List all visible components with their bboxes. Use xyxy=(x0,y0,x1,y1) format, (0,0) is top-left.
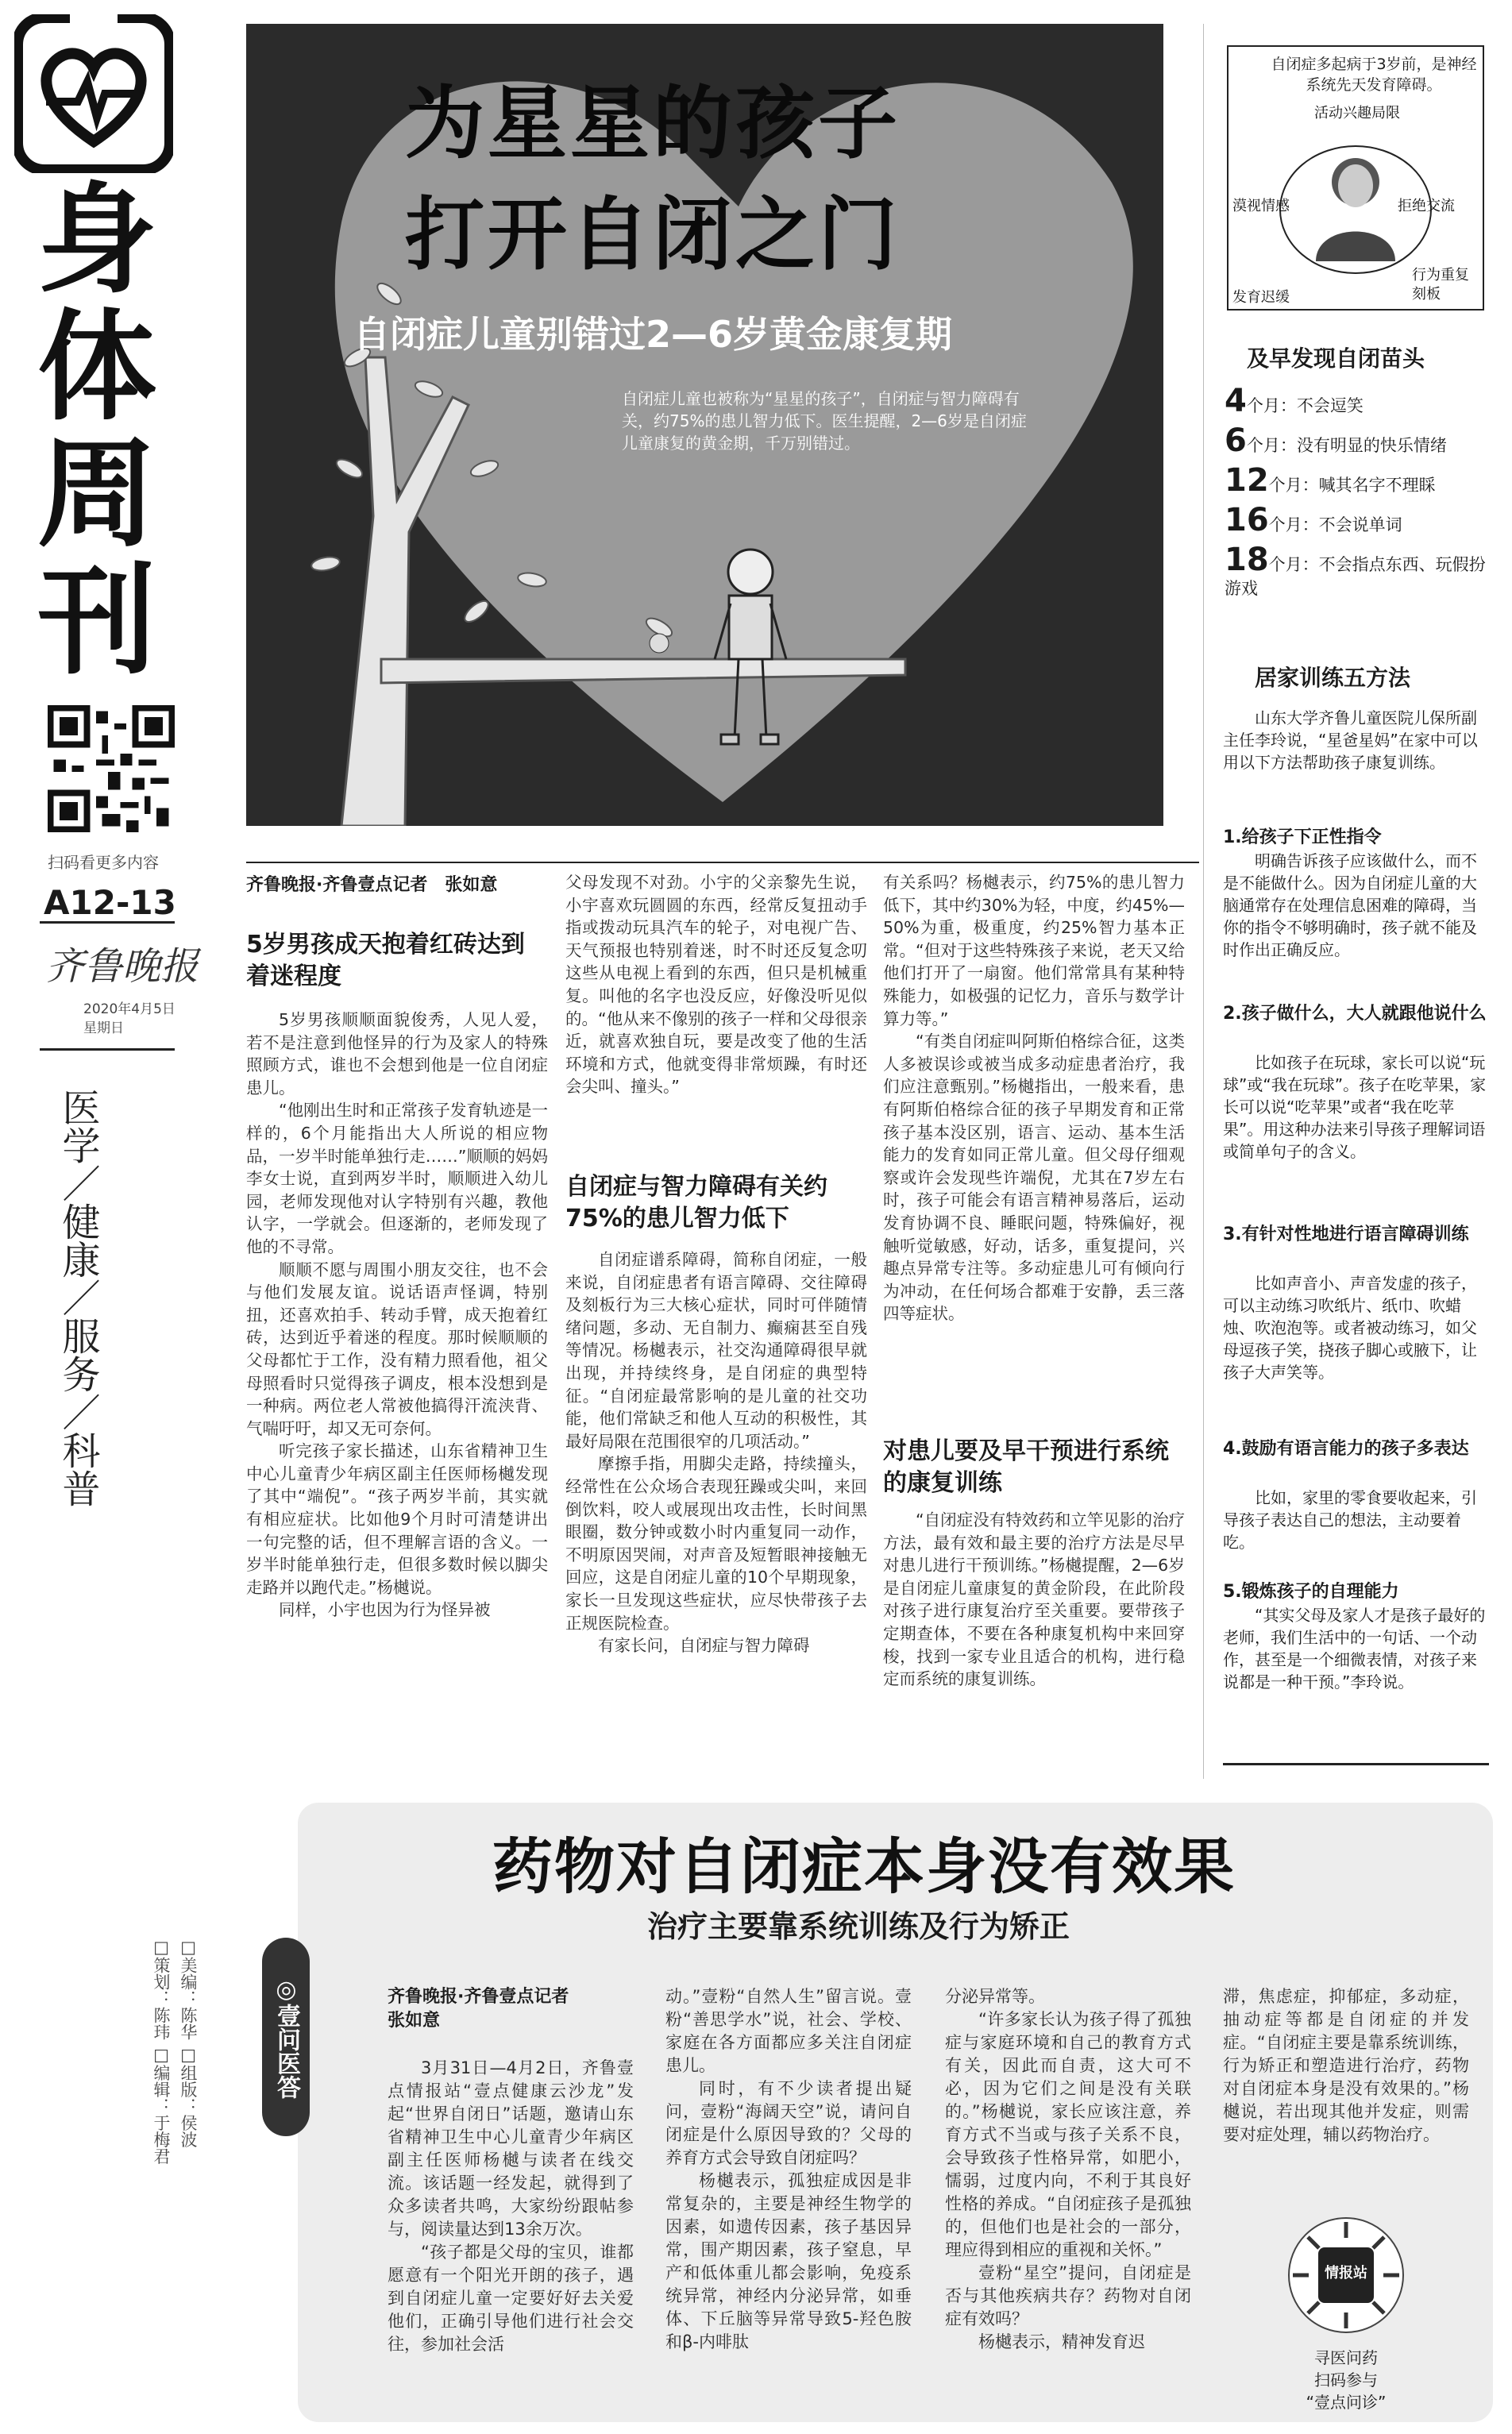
qa-column-4 xyxy=(1223,1985,1469,2147)
milestone-text: 个月：不会说单词 xyxy=(1268,515,1402,534)
qa-subtitle: 治疗主要靠系统训练及行为矫正 xyxy=(647,1909,1070,1944)
masthead-char-3: 周 xyxy=(37,426,153,564)
milestone-text: 个月：喊其名字不理睬 xyxy=(1268,476,1436,495)
milestone-item xyxy=(1225,542,1487,600)
hero-intro: 自闭症儿童也被称为“星星的孩子”，自闭症与智力障碍有关，约75%的患儿智力低下。医生提醒，2—6岁是自闭症儿童康复的黄金期，千万别错过。 xyxy=(622,389,1027,453)
paragraph: “他刚出生时和正常孩子发育轨迹是一样的，6个月能指出大人所说的相应物品，一岁半时能单独行走……”顺顺的妈妈李女士说，直到两岁半时，顺顺进入幼儿园，老师发现他对认字特别有兴趣，教他认字，一学就会。但逐渐的，老师发现了他的不寻常。 xyxy=(246,1101,548,1256)
milestone-age: 18 xyxy=(1225,542,1269,578)
qr-code-icon[interactable] xyxy=(48,705,175,832)
milestone-item xyxy=(1225,462,1487,499)
qr-badge: 情报站 xyxy=(1325,2265,1367,2282)
issue-weekday: 星期日 xyxy=(83,1020,124,1036)
byline: 齐鲁晚报·齐鲁壹点记者 张如意 xyxy=(246,875,498,895)
subhead-1: 5岁男孩成天抱着红砖达到着迷程度 xyxy=(246,931,525,990)
editor-line: □策划：陈玮 □编辑：于梅君 xyxy=(152,1938,171,2165)
section-tags: 医学／健康／服务／科普 xyxy=(56,1088,100,1507)
paragraph: 3月31日—4月2日，齐鲁壹点情报站“壹点健康云沙龙”发起“世界自闭日”话题，邀请山东省精神卫生中心儿童青少年病区副主任医师杨樾与读者在线交流。该话题一经发起，就得到了众多读者共鸣，大家纷纷跟帖参与，阅读量达到13余万次。 xyxy=(388,2058,634,2239)
qa-column-3 xyxy=(945,1985,1191,2354)
subhead-3: 对患儿要及早干预进行系统的康复训练 xyxy=(883,1437,1169,1497)
hero-subtitle: 自闭症儿童别错过2—6岁黄金康复期 xyxy=(353,313,953,356)
paragraph: 听完孩子家长描述，山东省精神卫生中心儿童青少年病区副主任医师杨樾发现了其中“端倪”。“孩子两岁半前，其实就有相应症状。比如他9个月时可清楚讲出一句完整的话，但不理解言语的含义。一岁半时能单独行走，但很多数时候以脚尖走路并以跑代走。”杨樾说。 xyxy=(246,1441,548,1597)
paragraph: “自闭症没有特效药和立竿见影的治疗方法，最有效和最主要的治疗方法是尽早对患儿进行干预训练。”杨樾提醒，2—6岁是自闭症儿童康复的黄金阶段，在此阶段对孩子进行康复治疗至关重要。要带孩子定期查体，不要在各种康复机构中来回穿梭，找到一家专业且适合的机构，进行稳定而系统的康复训练。 xyxy=(883,1510,1185,1689)
masthead-char-2: 体 xyxy=(37,299,153,437)
paragraph: 自闭症谱系障碍，简称自闭症，一般来说，自闭症患者有语言障碍、交往障碍及刻板行为三大核心症状，同时可伴随情绪问题，多动、无自制力、癫痫甚至自残等情况。杨樾表示，社交沟通障碍很早就出现，并持续终身，是自闭症的典型特征。“自闭症最常影响的是儿童的社交功能，他们常缺乏和他人互动的积极性，其最好局限在范围很窄的几项活动。” xyxy=(565,1250,867,1451)
paragraph: 有关系吗？杨樾表示，约75%的患儿智力低下，其中约30%为轻，中度，约45%—50%为重，极重度，约25%智力基本正常。“但对于这些特殊孩子来说，老天又给他们打开了一扇窗。他们常常具有某种特殊能力，如极强的记忆力，音乐与数学计算力等。” xyxy=(883,873,1185,1028)
training-title: 居家训练五方法 xyxy=(1255,665,1411,691)
early-signs-title: 及早发现自闭苗头 xyxy=(1247,345,1425,372)
qr-caption xyxy=(1271,2347,1421,2413)
heart-pulse-logo-icon xyxy=(14,14,173,173)
milestone-text: 个月：没有明显的快乐情绪 xyxy=(1246,436,1447,455)
paragraph: “有类自闭症叫阿斯伯格综合征，这类人多被误诊或被当成多动症患者治疗，我们应注意甄别。”杨樾指出，一般来看，患有阿斯伯格综合征的孩子早期发育和正常孩子基本没区别，语言、运动、基本生活能力的发育如同正常儿童。但父母仔细观察或许会发现些许端倪，尤其在7岁左右时，孩子可能会有语言精神易落后，运动发育协调不良、睡眠问题，特殊偏好，视触听觉敏感，好动，话多，重复提问，兴趣点异常专注等。多动症患儿可有倾向行为冲动，在任何场合都难于安静，丢三落四等症状。 xyxy=(883,1032,1185,1324)
qa-byline: 齐鲁晚报·齐鲁壹点记者 张如意 xyxy=(388,1987,587,2031)
tip-body: “其实父母及家人才是孩子最好的老师，我们生活中的一句话、一个动作，甚至是一个细微表情，对孩子来说都是一种干预。”李玲说。 xyxy=(1223,1606,1486,1691)
article-column-1 xyxy=(246,1009,548,1622)
tip-body: 明确告诉孩子应该做什么，而不是不能做什么。因为自闭症儿童的大脑通常存在处理信息困难的障碍，当你的指令不够明确时，孩子就不能及时作出正确反应。 xyxy=(1223,851,1477,959)
divider xyxy=(1223,1763,1489,1765)
milestone-age: 4 xyxy=(1225,383,1247,419)
editor-line: □美编：陈华 □组版：侯波 xyxy=(179,1938,198,2148)
paragraph: 摩擦手指，用脚尖走路，持续撞头，经常性在公众场合表现狂躁或尖叫，来回倒饮料，咬人或展现出攻击性，长时间黑眼圈，数分钟或数小时内重复同一动作，不明原因哭闹，对声音及短暂眼神接触无回应，这是自闭症儿童的10个早期现象，家长一旦发现这些症状，应尽快带孩子去正规医院检查。 xyxy=(565,1454,867,1633)
article-column-3a xyxy=(883,871,1185,1325)
paragraph: “孩子都是父母的宝贝，谁都愿意有一个阳光开朗的孩子，遇到自闭症儿童一定要好好去关爱他们，正确引导他们进行社会交往，参加社会活 xyxy=(388,2243,634,2354)
qr-caption-line: 扫码参与 xyxy=(1314,2370,1378,2390)
qr-caption-line: “壹点问诊” xyxy=(1306,2393,1387,2412)
tip-heading: 2.孩子做什么，大人就跟他说什么 xyxy=(1223,1004,1487,1024)
label-repetitive: 行为重复刻板 xyxy=(1412,267,1469,303)
newspaper-name: 齐鲁晚报 xyxy=(46,944,199,989)
milestone-age: 16 xyxy=(1225,502,1269,538)
milestone-text: 个月：不会指点东西、玩假扮游戏 xyxy=(1225,555,1486,598)
tip-heading: 4.鼓励有语言能力的孩子多表达 xyxy=(1223,1439,1469,1459)
issue-date: 2020年4月5日 xyxy=(83,1001,176,1017)
article-column-2b xyxy=(565,1248,867,1657)
masthead-char-1: 身 xyxy=(37,172,153,310)
tip-body: 比如孩子在玩球，家长可以说“玩球”或“我在玩球”。孩子在吃苹果，家长可以说“吃苹果”或者“我在吃苹果”。用这种办法来引导孩子理解词语或简单句子的含义。 xyxy=(1223,1053,1487,1161)
column-tag: ◎壹问医答 xyxy=(262,1938,310,2136)
qr-caption-line: 寻医问药 xyxy=(1314,2348,1378,2367)
milestone-item xyxy=(1225,502,1487,538)
paragraph: 父母发现不对劲。小宇的父亲黎先生说，小宇喜欢玩圆圆的东西，经常反复扭动手指或拨动玩具汽车的轮子，对电视广告、天气预报也特别着迷，时不时还反复念叨这些从电视上看到的东西，但只是机械重复。叫他的名字也没反应，好像没听见似的。“他从来不像别的孩子一样和父母很亲近，就喜欢独自玩，要是改变了他的生活环境和方式，他就变得非常烦躁，有时还会尖叫、撞头。” xyxy=(565,873,867,1097)
info-box-text: 自闭症多起病于3岁前，是神经系统先天发育障碍。 xyxy=(1271,56,1477,94)
label-communication: 拒绝交流 xyxy=(1398,198,1455,214)
hero-title-line2: 打开自闭之门 xyxy=(405,188,901,281)
milestone-age: 6 xyxy=(1225,422,1247,459)
hero-title-line1: 为星星的孩子 xyxy=(405,77,901,170)
editor-credits xyxy=(141,1938,202,2184)
paragraph: 杨樾表示，孤独症成因是非常复杂的，主要是神经生物学的因素，如遗传因素，孩子基因异常，围产期因素，孩子窒息，早产和低体重儿都会影响，免疫系统异常，神经内分泌异常，如垂体、下丘脑等异常导致5-羟色胺和β-内啡肽 xyxy=(665,2171,912,2351)
paragraph: 同样，小宇也因为行为怪异被 xyxy=(279,1600,491,1620)
divider xyxy=(246,862,1199,863)
milestone-item xyxy=(1225,422,1487,459)
paragraph: 顺顺不愿与周围小朋友交往，也不会与他们发展友谊。说话语声怪调，特别扭，还喜欢拍手、转动手臂，成天抱着红砖，达到近乎着迷的程度。那时候顺顺的父母都忙于工作，没有精力照看他，祖父母照看时只觉得孩子调皮，根本没想到是一种病。两位老人常被他搞得汗流浃背、气喘吁吁，却又无可奈何。 xyxy=(246,1259,548,1438)
qa-column-2 xyxy=(665,1985,912,2354)
paragraph: 同时，有不少读者提出疑问，壹粉“海阔天空”说，请问自闭症是什么原因导致的？父母的养育方式会导致自闭症吗？ xyxy=(665,2079,912,2167)
label-delay: 发育迟缓 xyxy=(1232,289,1290,306)
milestone-text: 个月：不会逗笑 xyxy=(1246,396,1364,415)
column-divider xyxy=(1203,24,1204,1779)
qa-title: 药物对自闭症本身没有效果 xyxy=(492,1831,1236,1902)
paragraph: 动。”壹粉“自然人生”留言说。壹粉“善思学水”说，社会、学校、家庭在各方面都应多关注自闭症患儿。 xyxy=(665,1987,912,2075)
page-number: A12-13 xyxy=(44,883,176,922)
divider xyxy=(40,921,175,924)
paragraph: 杨樾表示，精神发育迟 xyxy=(978,2332,1145,2351)
milestone-age: 12 xyxy=(1225,462,1269,499)
tip-heading: 1.给孩子下正性指令 xyxy=(1223,827,1382,847)
paragraph: 分泌异常等。 xyxy=(945,1987,1045,2006)
mini-program-qr-code-icon[interactable] xyxy=(1286,2216,1406,2335)
label-interest: 活动兴趣局限 xyxy=(1314,105,1400,122)
qa-column-1 xyxy=(388,2057,634,2356)
article-column-2a xyxy=(565,871,867,1098)
article-column-3b xyxy=(883,1509,1185,1691)
training-intro: 山东大学齐鲁儿童医院儿保所副主任李玲说，“星爸星妈”在家中可以用以下方法帮助孩子康复训练。 xyxy=(1223,708,1478,772)
subhead-2: 自闭症与智力障碍有关约75%的患儿智力低下 xyxy=(565,1173,827,1232)
paragraph: 有家长问，自闭症与智力障碍 xyxy=(598,1636,810,1656)
tip-body: 比如声音小、声音发虚的孩子，可以主动练习吹纸片、纸巾、吹蜡烛、吹泡泡等。或者被动练习，如父母逗孩子笑，挠孩子脚心或腋下，让孩子大声笑等。 xyxy=(1223,1274,1477,1382)
divider xyxy=(40,1048,175,1051)
tip-body: 比如，家里的零食要收起来，引导孩子表达自己的想法，主动要着吃。 xyxy=(1223,1488,1477,1552)
paragraph: 5岁男孩顺顺面貌俊秀，人见人爱，若不是注意到他怪异的行为及家人的特殊照顾方式，谁也不会想到他是一位自闭症患儿。 xyxy=(246,1010,548,1097)
paragraph: 滞，焦虑症，抑郁症，多动症，抽动症等都是自闭症的并发症。“自闭症主要是靠系统训练，行为矫正和塑造进行治疗，药物对自闭症本身是没有效果的。”杨樾说，若出现其他并发症，则需要对症处理，辅以药物治疗。 xyxy=(1223,1987,1469,2144)
paragraph: “许多家长认为孩子得了孤独症与家庭环境和自己的教育方式有关，因此而自责，这大可不必，因为它们之间是没有关联的。”杨樾说，家长应该注意，养育方式不当或与孩子关系不良，会导致孩子性格异常，如肥小，懦弱，过度内向，不利于其良好性格的养成。“自闭症孩子是孤独的，但他们也是社会的一部分，理应得到相应的重视和关怀。” xyxy=(945,2010,1191,2259)
tip-heading: 3.有针对性地进行语言障碍训练 xyxy=(1223,1225,1469,1244)
masthead-char-4: 刊 xyxy=(37,553,153,691)
qr-caption: 扫码看更多内容 xyxy=(48,853,159,872)
label-emotion: 漠视情感 xyxy=(1232,198,1290,214)
milestone-item xyxy=(1225,383,1487,419)
tip-heading: 5.锻炼孩子的自理能力 xyxy=(1223,1582,1399,1602)
paragraph: 壹粉“星空”提问，自闭症是否与其他疾病共存？药物对自闭症有效吗？ xyxy=(945,2263,1191,2328)
